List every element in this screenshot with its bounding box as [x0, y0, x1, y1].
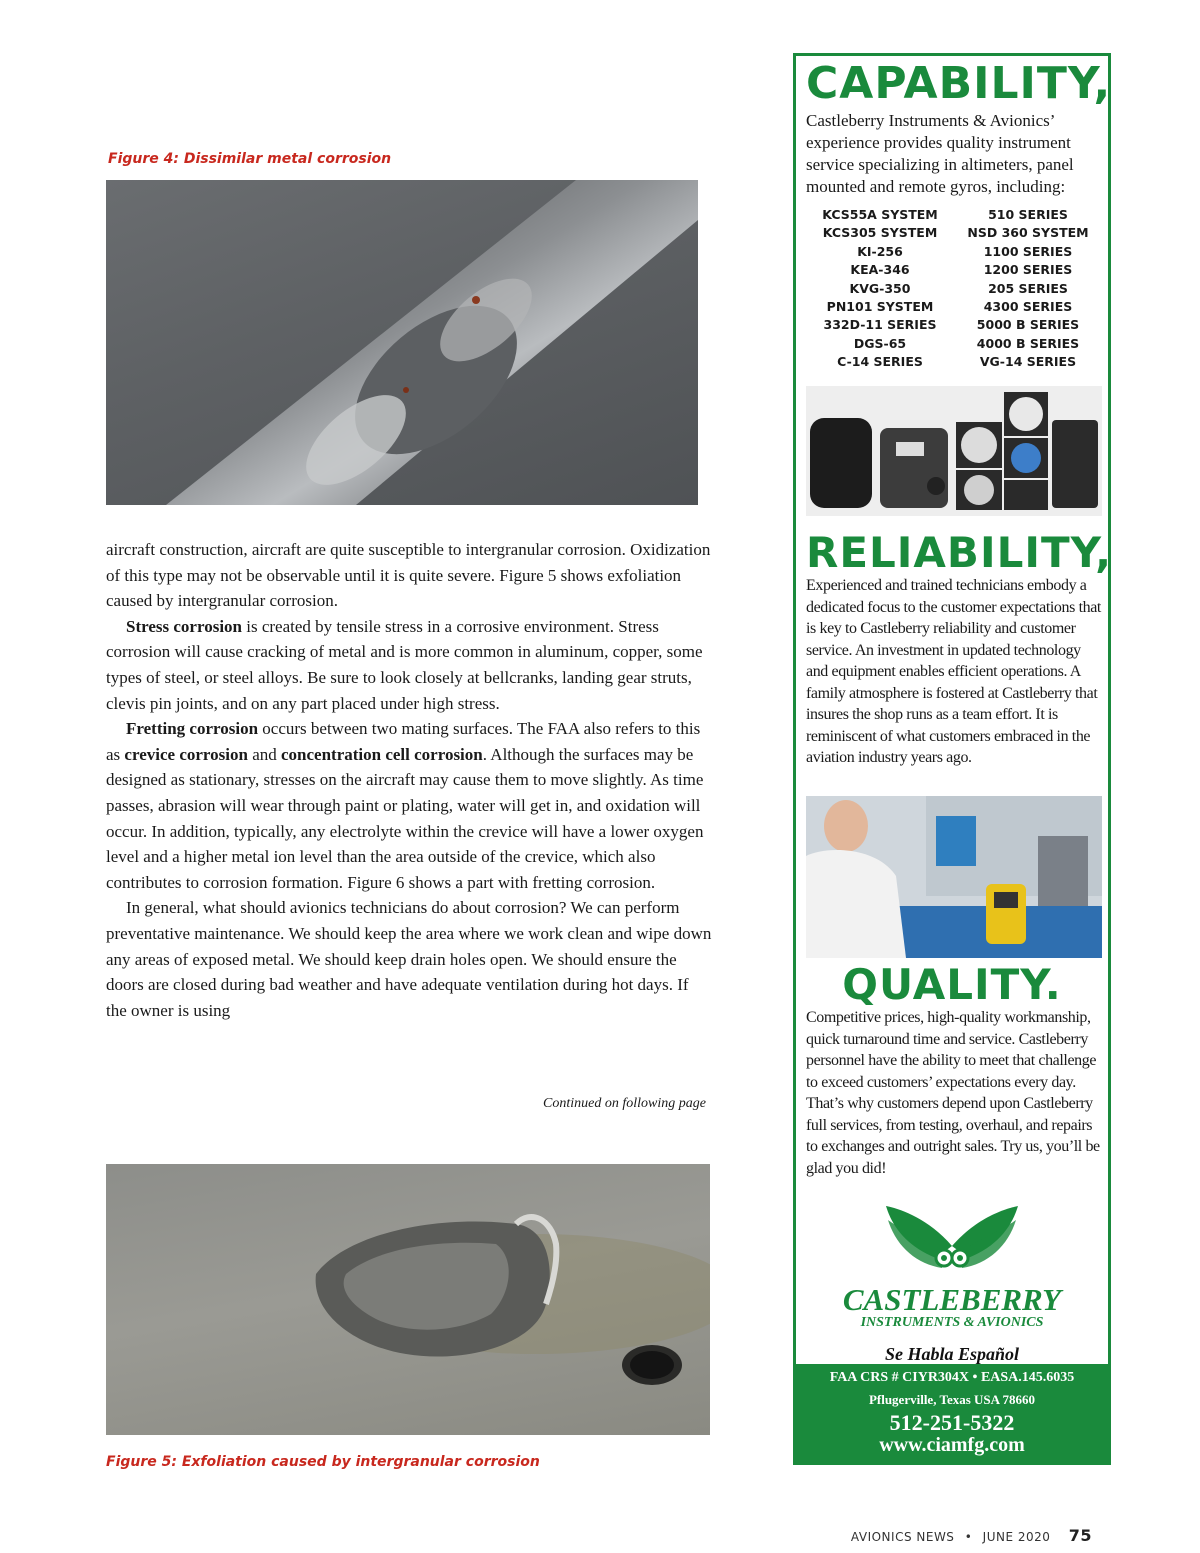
- model-item: 1200 SERIES: [983, 262, 1073, 278]
- technician-photo: [806, 796, 1102, 958]
- issue-date: JUNE 2020: [982, 1530, 1051, 1544]
- article-body: [106, 537, 712, 1023]
- paragraph-2-text: is created by tensile stress in a corrosive environment. Stress corrosion will cause cracking of metal and is more common in aluminum, copper, some types of steel, or steel alloys. Be sure to look closely at bellcranks, landing gear struts, clevis pin joints, and on any part placed under high stress.: [106, 616, 703, 713]
- brand-name: CASTLEBERRY: [842, 1282, 1062, 1317]
- brand-subtitle: INSTRUMENTS & AVIONICS: [860, 1315, 1044, 1330]
- instruments-photo: [806, 386, 1102, 516]
- model-item: 5000 B SERIES: [976, 317, 1080, 333]
- publication-name: AVIONICS NEWS: [850, 1530, 955, 1544]
- address: Pflugerville, Texas USA 78660: [868, 1392, 1036, 1407]
- models-right-column: [954, 206, 1102, 372]
- certifications: FAA CRS # CIYR304X • EASA.145.6035: [829, 1370, 1075, 1385]
- model-item: 4300 SERIES: [983, 299, 1073, 315]
- reliability-heading: RELIABILITY,: [806, 528, 1113, 577]
- paragraph-4: In general, what should avionics technicians do about corrosion? We can perform preventative maintenance. We should keep the area where we work clean and wipe down any areas of exposed metal. We should keep drain holes open. We should ensure the doors are closed during bad weather and have adequate ventilation during hot days. If the owner is using: [106, 898, 712, 1020]
- castleberry-logo: [796, 1206, 1108, 1288]
- model-item: DGS-65: [853, 335, 907, 351]
- model-item: 1100 SERIES: [983, 243, 1073, 259]
- figure-4-photo: [106, 180, 698, 505]
- models-left-column: [806, 206, 954, 372]
- quality-heading: QUALITY.: [842, 960, 1062, 1009]
- figure-5-photo: [106, 1164, 710, 1435]
- reliability-text: Experienced and trained technicians embody a dedicated focus to the customer expectations that is key to Castleberry reliability and customer service. An investment in updated technology and equipment enables efficient operations. A family atmosphere is fostered at Castleberry that insures the shop runs as a team effort. It is reminiscent of what customers embraced in the aviation industry years ago.: [806, 577, 1101, 766]
- website-link[interactable]: www.ciamfg.com: [879, 1434, 1025, 1456]
- continued-note: Continued on following page: [543, 1096, 706, 1111]
- paragraph-3-text-c: . Although the surfaces may be designed as stationary, stresses on the aircraft may cause them to move slightly. As time passes, abrasion will wear through paint or plating, water will get in, and oxidation will occur. In addition, typically, any electrolyte within the crevice will have a lower oxygen level and a higher metal ion level than the area outside of the crevice, which also contributes to corrosion formation. Figure 6 shows a part with fretting corrosion.: [106, 744, 704, 892]
- model-item: KEA-346: [850, 262, 910, 278]
- model-item: 510 SERIES: [988, 207, 1068, 222]
- paragraph-1: aircraft construction, aircraft are quite susceptible to intergranular corrosion. Oxidization of this type may not be observable until it is quite severe. Figure 5 shows exfoliation caused by intergranular corrosion.: [106, 540, 711, 611]
- model-item: KI-256: [857, 243, 903, 259]
- model-item: 332D-11 SERIES: [823, 317, 937, 333]
- page-number: 75: [1068, 1526, 1092, 1545]
- corroded-tube-illustration: [106, 180, 698, 505]
- instruments-illustration: [806, 386, 1102, 516]
- model-item: KVG-350: [849, 280, 911, 296]
- owl-wings-logo-icon: [796, 1206, 1108, 1288]
- model-item: KCS55A SYSTEM: [822, 207, 938, 222]
- spanish-note: Se Habla Español: [884, 1344, 1020, 1364]
- capability-text: Castleberry Instruments & Avionics’ experience provides quality instrument service specializing in altimeters, panel mounted and remote gyros, including:: [806, 111, 1074, 196]
- model-item: VG-14 SERIES: [979, 354, 1077, 370]
- model-item: NSD 360 SYSTEM: [967, 225, 1089, 241]
- figure-4-caption: Figure 4: Dissimilar metal corrosion: [108, 151, 392, 167]
- paragraph-2: [106, 614, 712, 716]
- phone-number[interactable]: 512-251-5322: [889, 1410, 1015, 1435]
- model-item: PN101 SYSTEM: [826, 299, 934, 315]
- term-fretting-corrosion: Fretting corrosion: [126, 719, 259, 739]
- contact-footer: [796, 1364, 1108, 1462]
- quality-text: Competitive prices, high-quality workmanship, quick turnaround time and service. Castleberry personnel have the ability to meet that challenge to exceed customers’ expectations every day. That’s why customers depend upon Castleberry full services, from testing, overhaul, and repairs to exchanges and outright sales. Try us, you’ll be glad you did!: [806, 1009, 1100, 1177]
- figure-5-caption: Figure 5: Exfoliation caused by intergranular corrosion: [106, 1454, 540, 1470]
- paragraph-3: [106, 716, 712, 895]
- castleberry-advertisement: [793, 53, 1111, 1465]
- footer-bullet: •: [964, 1530, 973, 1544]
- term-stress-corrosion: Stress corrosion: [126, 616, 243, 636]
- model-item: 205 SERIES: [988, 280, 1068, 296]
- model-item: 4000 B SERIES: [976, 335, 1080, 351]
- paragraph-3-text-b: and: [247, 744, 281, 764]
- technician-illustration: [806, 796, 1102, 958]
- models-list: [806, 206, 1102, 372]
- paragraph-3-text-a: occurs between two mating surfaces. The FAA also refers to this as: [106, 719, 701, 764]
- capability-heading: CAPABILITY,: [806, 58, 1112, 109]
- model-item: KCS305 SYSTEM: [822, 225, 938, 241]
- page-footer: [851, 1526, 1092, 1545]
- model-item: C-14 SERIES: [837, 354, 923, 370]
- term-concentration-cell-corrosion: concentration cell corrosion: [280, 744, 483, 764]
- exfoliation-illustration: [106, 1164, 710, 1435]
- term-crevice-corrosion: crevice corrosion: [124, 744, 248, 764]
